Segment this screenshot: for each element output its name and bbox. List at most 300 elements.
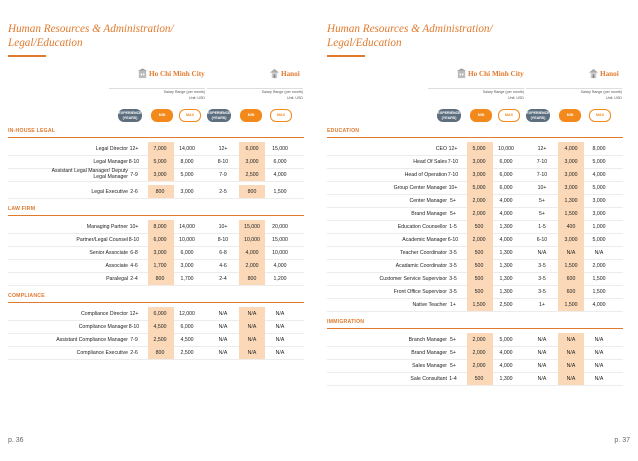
hn-min-value: 3,000 xyxy=(564,237,578,243)
hcm-experience-value: 12+ xyxy=(129,146,139,152)
hn-max-value: 1,500 xyxy=(592,289,606,295)
hn-min-value: 600 xyxy=(566,289,576,295)
hn-experience-value: 3-5 xyxy=(538,276,546,282)
hcm-max-value: 10,000 xyxy=(498,146,514,152)
hn-experience-value: 10+ xyxy=(537,185,547,191)
hcm-min-value: 500 xyxy=(474,376,484,382)
job-title: Compliance Executive xyxy=(76,350,128,356)
pill-text: EXPERIENCE xyxy=(526,111,550,115)
hn-min-value: N/A xyxy=(566,337,576,343)
hn-max-value: 8,000 xyxy=(592,146,606,152)
section-heading: LAW FIRM xyxy=(8,206,36,212)
hcm-max-value: 6,000 xyxy=(499,159,513,165)
hn-min-value: 2,500 xyxy=(245,172,259,178)
table-row xyxy=(327,259,623,272)
hn-experience-value: N/A xyxy=(537,376,547,382)
job-title: Legal Executive xyxy=(91,189,128,195)
hcm-experience-value: 3-5 xyxy=(449,276,457,282)
hn-experience-value: 7-9 xyxy=(219,172,227,178)
hcm-experience-value: 10+ xyxy=(448,185,458,191)
hn-experience-value: 6-8 xyxy=(219,250,227,256)
hn-max-value: 4,000 xyxy=(273,263,287,269)
hn-experience-value: N/A xyxy=(537,350,547,356)
pill-text: (YEARS) xyxy=(441,116,457,120)
hn-min-value: 6,000 xyxy=(245,146,259,152)
hn-max-value: N/A xyxy=(275,311,285,317)
pagoda-icon xyxy=(588,68,599,79)
hn-min-value: 10,000 xyxy=(244,237,260,243)
hcm-experience-value: 4-6 xyxy=(130,263,138,269)
hn-experience-value: 5+ xyxy=(539,211,545,217)
table-row xyxy=(327,359,623,372)
hn-min-value: 1,500 xyxy=(564,302,578,308)
header-divider xyxy=(526,88,622,89)
hcm-min-value: 500 xyxy=(474,276,484,282)
hcm-max-value: 1,300 xyxy=(499,376,513,382)
hcm-max-value: 12,000 xyxy=(179,311,195,317)
city-header xyxy=(109,66,205,106)
table-row xyxy=(327,346,623,359)
hcm-min-value: 1,500 xyxy=(472,302,486,308)
job-title: Assistant Compliance Manager xyxy=(56,337,128,343)
hcm-max-value: 3,000 xyxy=(180,263,194,269)
hcm-experience-value: 7-9 xyxy=(130,172,138,178)
title-line: Human Resources & Administration/ xyxy=(327,23,493,35)
hcm-min-value: 2,000 xyxy=(472,363,486,369)
job-title: Managing Partner xyxy=(86,224,128,230)
title-line: Human Resources & Administration/ xyxy=(8,23,174,35)
job-title: Assistant Legal Manager/ Deputy Legal Manager xyxy=(51,168,128,180)
row-divider xyxy=(8,359,304,360)
hcm-max-value: 1,300 xyxy=(499,250,513,256)
table-row xyxy=(327,233,623,246)
job-title: Sale Consultant xyxy=(410,376,447,382)
job-title: Education Counsellor xyxy=(397,224,447,230)
hcm-min-value: 2,000 xyxy=(472,337,486,343)
hcm-min-value: 2,000 xyxy=(472,211,486,217)
table-row xyxy=(327,285,623,298)
job-title: Acadamic Coordinator xyxy=(395,263,447,269)
hn-experience-value: N/A xyxy=(537,250,547,256)
job-title: Compliance Manager xyxy=(78,324,128,330)
max-pill: MAX xyxy=(270,109,292,122)
section-rule xyxy=(327,137,623,138)
table-row xyxy=(327,155,623,168)
table-row xyxy=(8,168,304,181)
hcm-max-value: 5,000 xyxy=(499,337,513,343)
hn-min-value: 600 xyxy=(566,276,576,282)
hcm-max-value: 1,700 xyxy=(180,276,194,282)
hcm-min-value: 800 xyxy=(155,189,165,195)
page-title xyxy=(327,22,587,50)
city-header xyxy=(526,66,622,106)
section-heading: IMMIGRATION xyxy=(327,319,365,325)
right-page xyxy=(319,0,638,461)
hn-max-value: 4,000 xyxy=(592,302,606,308)
hcm-min-value: 500 xyxy=(474,289,484,295)
hcm-min-value: 500 xyxy=(474,224,484,230)
hcm-max-value: 1,300 xyxy=(499,276,513,282)
hcm-min-value: 2,000 xyxy=(472,198,486,204)
hn-min-value: 3,000 xyxy=(564,185,578,191)
hcm-max-value: 8,000 xyxy=(180,159,194,165)
salary-range-label: Salary Range (per month) xyxy=(261,90,303,94)
hcm-max-value: 5,000 xyxy=(180,172,194,178)
hn-max-value: N/A xyxy=(594,350,604,356)
min-pill: MIN xyxy=(151,109,173,122)
table-row xyxy=(8,233,304,246)
hn-min-value: 1,500 xyxy=(564,211,578,217)
section-rule xyxy=(8,215,304,216)
table-row xyxy=(8,333,304,346)
city-building-icon xyxy=(137,68,148,79)
title-underline xyxy=(8,55,46,57)
table-row xyxy=(327,298,623,311)
hcm-experience-value: 2-6 xyxy=(130,350,138,356)
hn-min-value: 1,300 xyxy=(564,198,578,204)
hcm-experience-value: 12+ xyxy=(448,146,458,152)
table-row xyxy=(8,246,304,259)
job-title: Teacher Coordinator xyxy=(399,250,447,256)
hn-experience-value: 12+ xyxy=(537,146,547,152)
hcm-experience-value: 8-10 xyxy=(128,159,140,165)
min-pill: MIN xyxy=(240,109,262,122)
job-title: Paralegal xyxy=(106,276,128,282)
hn-max-value: 5,000 xyxy=(592,159,606,165)
job-title: Head of Operation xyxy=(404,172,447,178)
hn-max-value: N/A xyxy=(275,337,285,343)
hn-max-value: 6,000 xyxy=(273,159,287,165)
hcm-min-value: 800 xyxy=(155,276,165,282)
hn-experience-value: N/A xyxy=(218,324,228,330)
hn-min-value: 800 xyxy=(247,189,257,195)
min-pill: MIN xyxy=(470,109,492,122)
hcm-min-value: 6,000 xyxy=(153,237,167,243)
hn-max-value: N/A xyxy=(594,376,604,382)
hn-experience-value: N/A xyxy=(218,311,228,317)
row-divider xyxy=(8,285,304,286)
hn-experience-value: 6-10 xyxy=(536,237,548,243)
job-title: CEO xyxy=(435,146,447,152)
table-row xyxy=(8,272,304,285)
hn-experience-value: 2-5 xyxy=(219,189,227,195)
job-title: Partner/Legal Counsel xyxy=(76,237,128,243)
hn-min-value: 4,000 xyxy=(245,250,259,256)
hcm-max-value: 4,000 xyxy=(499,211,513,217)
table-row xyxy=(8,142,304,155)
hn-max-value: 4,000 xyxy=(273,172,287,178)
hcm-max-value: 6,000 xyxy=(499,185,513,191)
table-row xyxy=(8,307,304,320)
hcm-max-value: 6,000 xyxy=(180,324,194,330)
row-divider xyxy=(327,385,623,386)
hn-experience-value: N/A xyxy=(218,337,228,343)
hn-experience-value: 8-10 xyxy=(217,159,229,165)
title-line: Legal/Education xyxy=(8,37,83,49)
job-title: Academic Manager xyxy=(402,237,447,243)
hcm-experience-value: 3-5 xyxy=(449,263,457,269)
hn-experience-value: N/A xyxy=(537,363,547,369)
hcm-min-value: 3,000 xyxy=(153,250,167,256)
section-rule xyxy=(327,328,623,329)
section-heading: IN-HOUSE LEGAL xyxy=(8,128,56,134)
hcm-max-value: 1,300 xyxy=(499,224,513,230)
hcm-experience-value: 8-10 xyxy=(128,324,140,330)
city-header xyxy=(207,66,303,106)
page-title xyxy=(8,22,268,50)
hn-max-value: 5,000 xyxy=(592,237,606,243)
pill-text: EXPERIENCE xyxy=(207,111,231,115)
table-row xyxy=(327,181,623,194)
hn-max-value: 10,000 xyxy=(272,250,288,256)
hn-experience-value: 7-10 xyxy=(536,172,548,178)
hn-min-value: N/A xyxy=(247,311,257,317)
hn-min-value: 4,000 xyxy=(564,146,578,152)
title-underline xyxy=(327,55,365,57)
hcm-min-value: 4,500 xyxy=(153,324,167,330)
job-title: Head Of Sales xyxy=(413,159,447,165)
hcm-min-value: 500 xyxy=(474,263,484,269)
hcm-experience-value: 5+ xyxy=(450,363,456,369)
hcm-experience-value: 7-9 xyxy=(130,337,138,343)
hcm-experience-value: 1-5 xyxy=(449,224,457,230)
table-row xyxy=(327,142,623,155)
table-row xyxy=(327,220,623,233)
hn-min-value: N/A xyxy=(566,376,576,382)
title-line: Legal/Education xyxy=(327,37,402,49)
job-title: Brand Manager xyxy=(411,350,447,356)
salary-range-label: Salary Range (per month) xyxy=(163,90,205,94)
table-row xyxy=(327,333,623,346)
hcm-experience-value: 1+ xyxy=(450,302,456,308)
job-title: Customer Service Supervisor xyxy=(379,276,447,282)
job-title: Senior Associate xyxy=(89,250,128,256)
hcm-experience-value: 5+ xyxy=(450,211,456,217)
hcm-min-value: 500 xyxy=(474,250,484,256)
page-number: p. 36 xyxy=(8,437,24,444)
hn-max-value: 1,500 xyxy=(273,189,287,195)
pill-text: EXPERIENCE xyxy=(118,111,142,115)
job-title: Compliance Director xyxy=(81,311,128,317)
hcm-max-value: 4,000 xyxy=(499,363,513,369)
hn-max-value: 1,200 xyxy=(273,276,287,282)
hcm-min-value: 3,000 xyxy=(153,172,167,178)
table-row xyxy=(327,207,623,220)
hcm-max-value: 4,000 xyxy=(499,237,513,243)
hn-max-value: 5,000 xyxy=(592,185,606,191)
city-building-icon xyxy=(456,68,467,79)
table-row xyxy=(8,259,304,272)
hcm-max-value: 14,000 xyxy=(179,224,195,230)
hcm-experience-value: 6-8 xyxy=(130,250,138,256)
hcm-min-value: 5,000 xyxy=(472,185,486,191)
hn-min-value: N/A xyxy=(566,350,576,356)
pagoda-icon xyxy=(269,68,280,79)
table-row xyxy=(327,168,623,181)
hcm-experience-value: 6-10 xyxy=(447,237,459,243)
city-name: Ho Chi Minh City xyxy=(149,70,205,78)
experience-pill xyxy=(526,109,550,122)
hcm-min-value: 3,000 xyxy=(472,172,486,178)
hn-min-value: 2,000 xyxy=(245,263,259,269)
job-title: Native Teacher xyxy=(412,302,447,308)
hcm-max-value: 3,000 xyxy=(180,189,194,195)
hn-max-value: 3,000 xyxy=(592,211,606,217)
section-rule xyxy=(8,302,304,303)
hcm-experience-value: 10+ xyxy=(129,224,139,230)
hcm-min-value: 3,000 xyxy=(472,159,486,165)
hcm-experience-value: 5+ xyxy=(450,350,456,356)
table-row xyxy=(8,320,304,333)
hn-min-value: N/A xyxy=(566,250,576,256)
hcm-min-value: 7,000 xyxy=(153,146,167,152)
hcm-experience-value: 5+ xyxy=(450,198,456,204)
hcm-max-value: 1,300 xyxy=(499,263,513,269)
hn-experience-value: 12+ xyxy=(218,146,228,152)
hcm-experience-value: 8-10 xyxy=(128,237,140,243)
hcm-min-value: 5,000 xyxy=(153,159,167,165)
salary-unit-label: Unit: USD xyxy=(508,96,524,100)
section-heading: COMPLIANCE xyxy=(8,293,45,299)
hcm-min-value: 2,500 xyxy=(153,337,167,343)
salary-range-label: Salary Range (per month) xyxy=(482,90,524,94)
job-title: Legal Manager xyxy=(93,159,128,165)
hn-max-value: N/A xyxy=(594,250,604,256)
hcm-experience-value: 3-5 xyxy=(449,250,457,256)
hn-max-value: 20,000 xyxy=(272,224,288,230)
salary-range-label: Salary Range (per month) xyxy=(580,90,622,94)
city-name: Ho Chi Minh City xyxy=(468,70,524,78)
hcm-experience-value: 2-4 xyxy=(130,276,138,282)
job-title: Branch Manager xyxy=(408,337,447,343)
row-divider xyxy=(8,198,304,199)
hcm-min-value: 2,000 xyxy=(472,237,486,243)
hn-min-value: 1,500 xyxy=(564,263,578,269)
hcm-min-value: 6,000 xyxy=(153,311,167,317)
table-row xyxy=(8,220,304,233)
hcm-max-value: 4,000 xyxy=(499,198,513,204)
hn-max-value: 2,000 xyxy=(592,263,606,269)
hn-min-value: 3,000 xyxy=(245,159,259,165)
hcm-min-value: 1,700 xyxy=(153,263,167,269)
table-row xyxy=(8,346,304,359)
header-divider xyxy=(207,88,303,89)
hn-min-value: 3,000 xyxy=(564,159,578,165)
hn-max-value: N/A xyxy=(594,337,604,343)
min-pill: MIN xyxy=(559,109,581,122)
section-rule xyxy=(8,137,304,138)
salary-unit-label: Unit: USD xyxy=(189,96,205,100)
hn-experience-value: 8-10 xyxy=(217,237,229,243)
job-title: Group Center Manager xyxy=(393,185,447,191)
hn-min-value: 3,000 xyxy=(564,172,578,178)
hn-experience-value: N/A xyxy=(218,350,228,356)
pill-text: (YEARS) xyxy=(530,116,546,120)
hcm-max-value: 4,500 xyxy=(180,337,194,343)
hn-max-value: N/A xyxy=(275,324,285,330)
experience-pill xyxy=(207,109,231,122)
hcm-min-value: 2,000 xyxy=(472,350,486,356)
pill-text: (YEARS) xyxy=(211,116,227,120)
hn-experience-value: N/A xyxy=(537,337,547,343)
section-heading: EDUCATION xyxy=(327,128,360,134)
hn-experience-value: 2-4 xyxy=(219,276,227,282)
table-row xyxy=(327,272,623,285)
pill-text: EXPERIENCE xyxy=(437,111,461,115)
hcm-max-value: 4,000 xyxy=(499,350,513,356)
hn-experience-value: 10+ xyxy=(218,224,228,230)
hn-min-value: 15,000 xyxy=(244,224,260,230)
row-divider xyxy=(327,311,623,312)
hcm-min-value: 800 xyxy=(155,350,165,356)
job-title: Associate xyxy=(105,263,128,269)
hcm-max-value: 1,300 xyxy=(499,289,513,295)
job-title: Sales Manager xyxy=(412,363,447,369)
hn-experience-value: 1+ xyxy=(539,302,545,308)
hcm-max-value: 6,000 xyxy=(499,172,513,178)
hn-min-value: N/A xyxy=(247,350,257,356)
hcm-max-value: 6,000 xyxy=(180,250,194,256)
hn-min-value: 800 xyxy=(247,276,257,282)
hcm-experience-value: 3-5 xyxy=(449,289,457,295)
hcm-experience-value: 12+ xyxy=(129,311,139,317)
job-title: Front Office Supervisor xyxy=(393,289,447,295)
salary-unit-label: Unit: USD xyxy=(606,96,622,100)
hn-max-value: 15,000 xyxy=(272,146,288,152)
hn-max-value: 3,000 xyxy=(592,198,606,204)
hcm-experience-value: 1-4 xyxy=(449,376,457,382)
hn-max-value: 15,000 xyxy=(272,237,288,243)
hcm-experience-value: 2-6 xyxy=(130,189,138,195)
table-row xyxy=(8,185,304,198)
hcm-experience-value: 5+ xyxy=(450,337,456,343)
max-pill: MAX xyxy=(498,109,520,122)
table-row xyxy=(8,155,304,168)
hcm-experience-value: 7-10 xyxy=(447,159,459,165)
hn-experience-value: 7-10 xyxy=(536,159,548,165)
max-pill: MAX xyxy=(179,109,201,122)
hn-experience-value: 1-5 xyxy=(538,224,546,230)
table-row xyxy=(327,372,623,385)
job-title: Center Manager xyxy=(409,198,447,204)
city-name: Hanoi xyxy=(600,70,619,78)
hn-experience-value: 3-5 xyxy=(538,263,546,269)
experience-pill xyxy=(118,109,142,122)
page-number: p. 37 xyxy=(614,437,630,444)
hn-experience-value: 4-6 xyxy=(219,263,227,269)
hcm-max-value: 2,500 xyxy=(180,350,194,356)
hn-max-value: 1,000 xyxy=(592,224,606,230)
hn-max-value: N/A xyxy=(275,350,285,356)
hn-min-value: 400 xyxy=(566,224,576,230)
experience-pill xyxy=(437,109,461,122)
hn-min-value: N/A xyxy=(247,324,257,330)
table-row xyxy=(327,246,623,259)
hcm-experience-value: 7-10 xyxy=(447,172,459,178)
salary-unit-label: Unit: USD xyxy=(287,96,303,100)
hn-max-value: N/A xyxy=(594,363,604,369)
hn-max-value: 1,500 xyxy=(592,276,606,282)
hcm-max-value: 10,000 xyxy=(179,237,195,243)
header-divider xyxy=(428,88,524,89)
hn-experience-value: 5+ xyxy=(539,198,545,204)
job-title: Legal Director xyxy=(95,146,128,152)
job-title: Brand Manager xyxy=(411,211,447,217)
hcm-min-value: 8,000 xyxy=(153,224,167,230)
row-divider xyxy=(8,181,304,182)
hn-max-value: 4,000 xyxy=(592,172,606,178)
hn-experience-value: 3-5 xyxy=(538,289,546,295)
